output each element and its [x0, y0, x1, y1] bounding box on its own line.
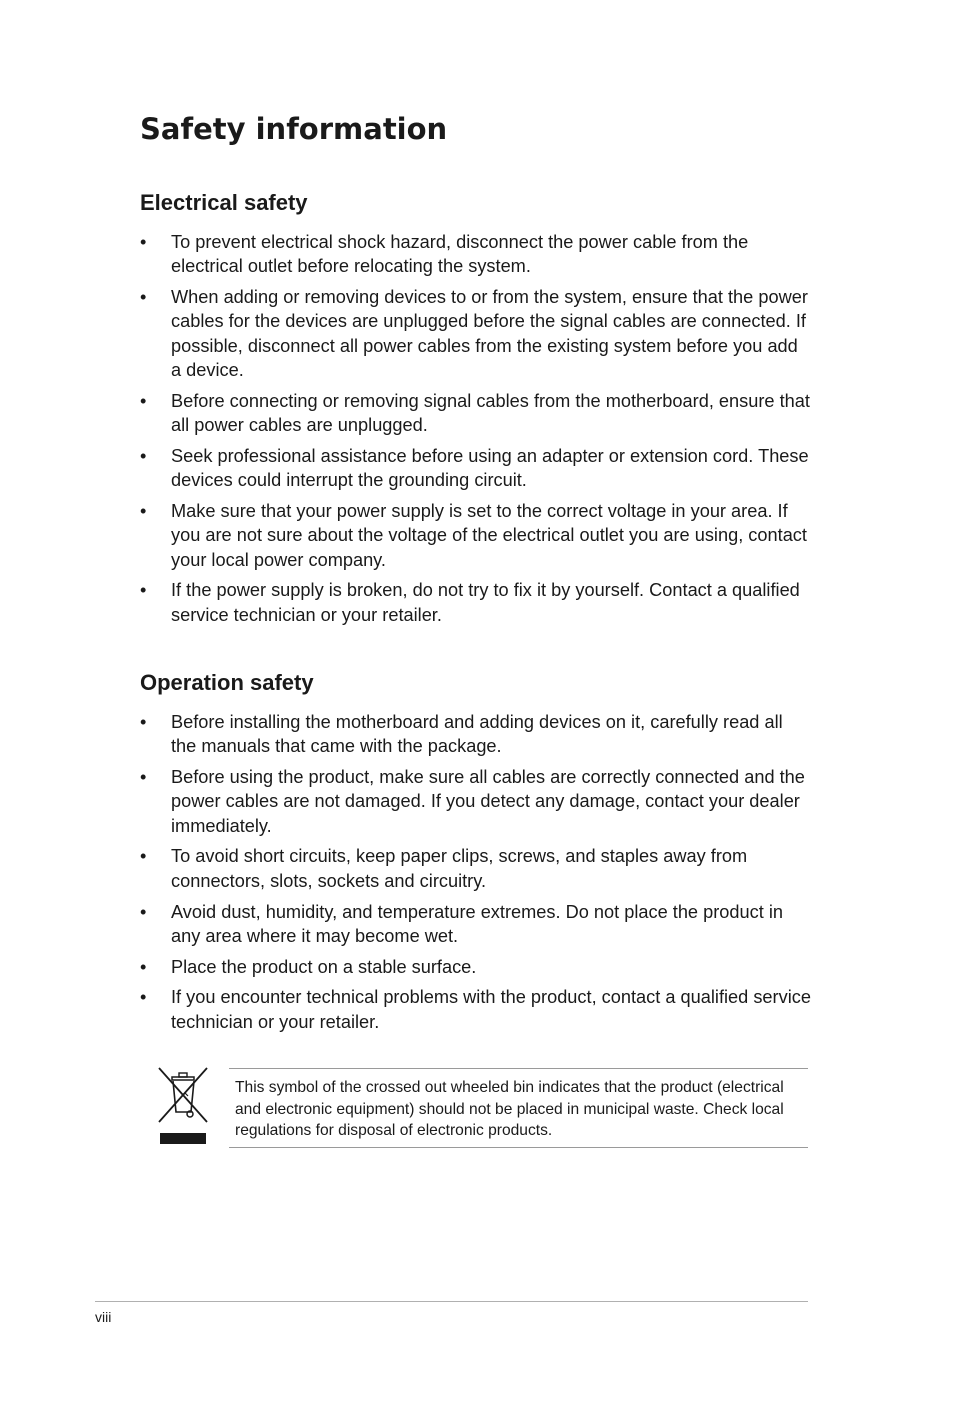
footer-divider [95, 1301, 808, 1302]
list-item [140, 710, 812, 759]
list-item-text: Before installing the motherboard and adding devices on it, carefully read all the manuals that came with the package. [171, 712, 783, 757]
crossed-out-wheeled-bin-icon [156, 1066, 210, 1146]
list-item [140, 389, 812, 438]
bullet-icon: • [140, 712, 147, 732]
bullet-icon: • [140, 846, 147, 867]
bullet-icon: • [140, 580, 147, 601]
page-title: Safety information [140, 112, 448, 146]
bullet-icon: • [140, 901, 147, 922]
list-item [140, 765, 812, 838]
list-item-text: Place the product on a stable surface. [171, 956, 477, 977]
bullet-icon: • [140, 500, 147, 521]
list-item-text: When adding or removing devices to or from the system, ensure that the power cables for the devices are unplugged before the signal cables are connected. If possible, disconnect all power cables from the existing system before you add a device. [171, 287, 808, 380]
electrical-safety-heading: Electrical safety [140, 190, 308, 215]
list-item [140, 285, 812, 382]
list-item [140, 900, 812, 949]
operation-safety-list [140, 710, 812, 1041]
list-item-text: If the power supply is broken, do not try to fix it by yourself. Contact a qualified service technician or your retailer. [171, 580, 800, 625]
list-item-text: Seek professional assistance before using an adapter or extension cord. These devices could interrupt the grounding circuit. [171, 445, 809, 491]
weee-notice-text: This symbol of the crossed out wheeled bin indicates that the product (electrical and electronic equipment) should not be placed in municipal waste. Check local regulations for disposal of electronic products. [235, 1079, 784, 1140]
list-item [140, 844, 812, 893]
operation-safety-heading: Operation safety [140, 670, 314, 695]
list-item [140, 499, 812, 572]
list-item [140, 230, 812, 279]
page-number: viii [95, 1309, 112, 1325]
bullet-icon: • [140, 767, 147, 788]
list-item [140, 985, 812, 1034]
list-item-text: Make sure that your power supply is set to the correct voltage in your area. If you are not sure about the voltage of the electrical outlet you are using, contact your local power company. [171, 500, 807, 570]
list-item [140, 578, 812, 627]
bullet-icon: • [140, 232, 147, 252]
bullet-icon: • [140, 956, 147, 977]
bullet-icon: • [140, 987, 147, 1008]
bullet-icon: • [140, 390, 147, 411]
bullet-icon: • [140, 445, 147, 466]
list-item-text: If you encounter technical problems with the product, contact a qualified service technician or your retailer. [171, 987, 811, 1032]
bullet-icon: • [140, 287, 147, 308]
list-item [140, 955, 812, 979]
electrical-safety-list [140, 230, 812, 633]
weee-notice-box [229, 1068, 808, 1148]
list-item-text: Before connecting or removing signal cables from the motherboard, ensure that all power cables are unplugged. [171, 390, 810, 436]
list-item [140, 444, 812, 493]
list-item-text: Avoid dust, humidity, and temperature extremes. Do not place the product in any area where it may become wet. [171, 901, 783, 946]
list-item-text: Before using the product, make sure all cables are correctly connected and the power cables are not damaged. If you detect any damage, contact your dealer immediately. [171, 767, 805, 836]
list-item-text: To avoid short circuits, keep paper clips, screws, and staples away from connectors, slots, sockets and circuitry. [171, 846, 748, 891]
list-item-text: To prevent electrical shock hazard, disconnect the power cable from the electrical outlet before relocating the system. [171, 232, 749, 277]
